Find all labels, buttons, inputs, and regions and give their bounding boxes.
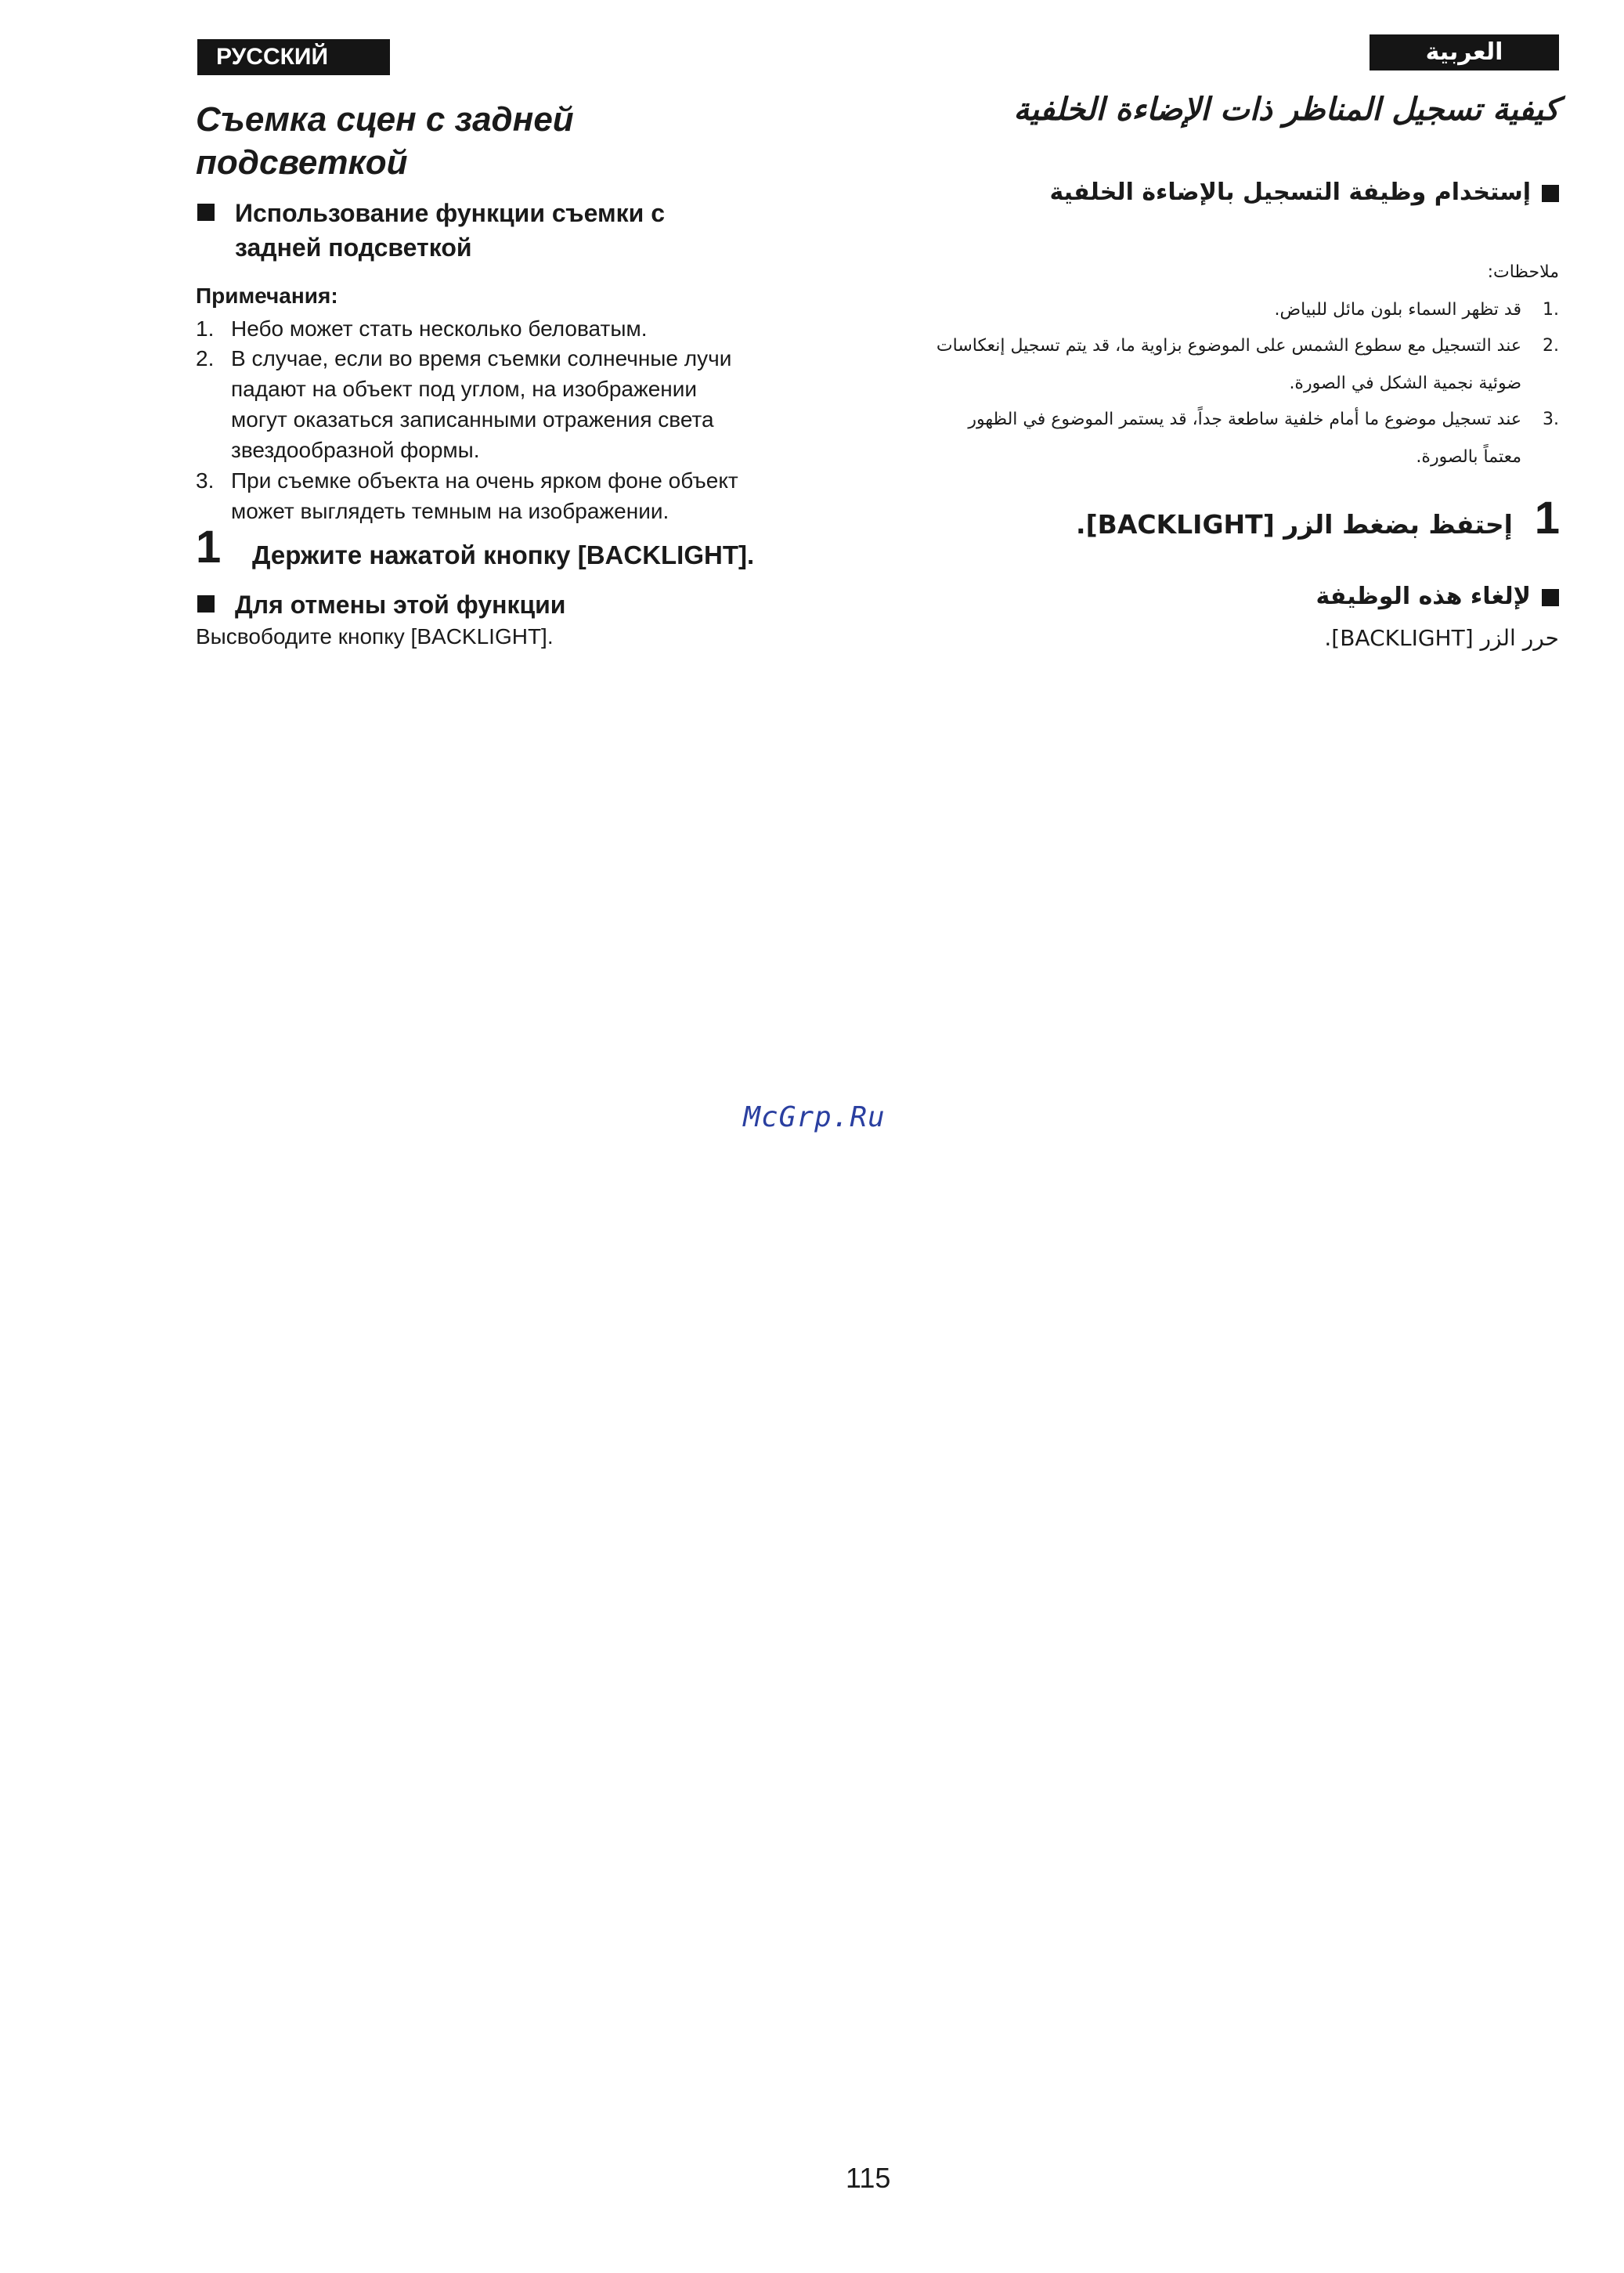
note-line: звездообразной формы. bbox=[231, 438, 480, 462]
russian-title-line-1: Съемка сцен с задней bbox=[196, 100, 574, 139]
note-line: падают на объект под углом, на изображении bbox=[231, 377, 698, 401]
bullet-square-icon bbox=[1542, 185, 1559, 202]
note-number: 2. bbox=[1543, 336, 1559, 356]
note-line: معتماً بالصورة. bbox=[1416, 447, 1521, 467]
bullet-square-icon bbox=[197, 204, 215, 221]
note-number: 3. bbox=[1543, 410, 1559, 429]
russian-notes-heading: Примечания: bbox=[196, 284, 338, 308]
note-line: Небо может стать несколько беловатым. bbox=[231, 316, 648, 341]
russian-step-text: Держите нажатой кнопку [BACKLIGHT]. bbox=[252, 540, 755, 569]
note-line: عند التسجيل مع سطوع الشمس على الموضوع بزاوية ما، قد يتم تسجيل إنعكاسات bbox=[936, 336, 1521, 356]
russian-section-heading-1 bbox=[197, 196, 839, 266]
bullet-square-icon bbox=[197, 595, 215, 613]
arabic-section2-text: لإلغاء هذه الوظيفة bbox=[1315, 583, 1531, 610]
note-line: В случае, если во время съемки солнечные лучи bbox=[231, 346, 732, 370]
note-line: могут оказаться записанными отражения света bbox=[231, 407, 714, 432]
note-number: 3. bbox=[196, 468, 215, 493]
russian-page-title bbox=[196, 98, 838, 184]
arabic-section-heading-2 bbox=[1011, 583, 1559, 610]
arabic-note-1 bbox=[886, 291, 1559, 329]
arabic-step-text: إحتفظ بضغط الزر [BACKLIGHT]. bbox=[1076, 509, 1513, 540]
note-line: может выглядеть темным на изображении. bbox=[231, 499, 669, 523]
russian-title-line-2: подсветкой bbox=[196, 143, 408, 182]
russian-language-tag: РУССКИЙ ЯЗЫК bbox=[197, 39, 390, 75]
note-number: 1. bbox=[1543, 300, 1559, 320]
arabic-notes-heading: ملاحظات: bbox=[1487, 262, 1559, 282]
note-line: При съемке объекта на очень ярком фоне объект bbox=[231, 468, 738, 493]
russian-note-2 bbox=[196, 343, 846, 468]
arabic-page-title: كيفية تسجيل المناظر ذات الإضاءة الخلفية bbox=[1013, 92, 1559, 128]
arabic-step-number: 1 bbox=[1534, 493, 1560, 544]
arabic-language-tag: العربية bbox=[1370, 34, 1559, 70]
arabic-note-2 bbox=[886, 327, 1559, 403]
russian-cancel-text: Высвободите кнопку [BACKLIGHT]. bbox=[196, 624, 554, 649]
page-number: 115 bbox=[846, 2162, 891, 2194]
russian-section1-line-2: задней подсветкой bbox=[235, 233, 472, 262]
note-number: 1. bbox=[196, 316, 215, 341]
note-line: ضوئية نجمية الشكل في الصورة. bbox=[1289, 374, 1521, 393]
bullet-square-icon bbox=[1542, 589, 1559, 606]
note-line: عند تسجيل موضوع ما أمام خلفية ساطعة جداً، قد يستمر الموضوع في الظهور bbox=[968, 410, 1521, 429]
watermark-link[interactable]: McGrp.Ru bbox=[743, 1101, 886, 1133]
russian-note-1 bbox=[196, 313, 846, 345]
russian-section1-line-1: Использование функции съемки с bbox=[235, 199, 666, 227]
arabic-note-3 bbox=[886, 401, 1559, 476]
russian-step-number: 1 bbox=[196, 522, 222, 573]
note-line: قد تظهر السماء بلون مائل للبياض. bbox=[1274, 300, 1521, 320]
russian-note-3 bbox=[196, 465, 846, 528]
russian-section-heading-2 bbox=[197, 587, 839, 622]
arabic-cancel-text: حرر الزر [BACKLIGHT]. bbox=[1324, 625, 1559, 651]
note-number: 2. bbox=[196, 346, 215, 370]
arabic-section1-text: إستخدام وظيفة التسجيل بالإضاءة الخلفية bbox=[1049, 179, 1531, 206]
arabic-section-heading-1 bbox=[854, 179, 1559, 206]
russian-section2-text: Для отмены этой функции bbox=[235, 591, 566, 619]
